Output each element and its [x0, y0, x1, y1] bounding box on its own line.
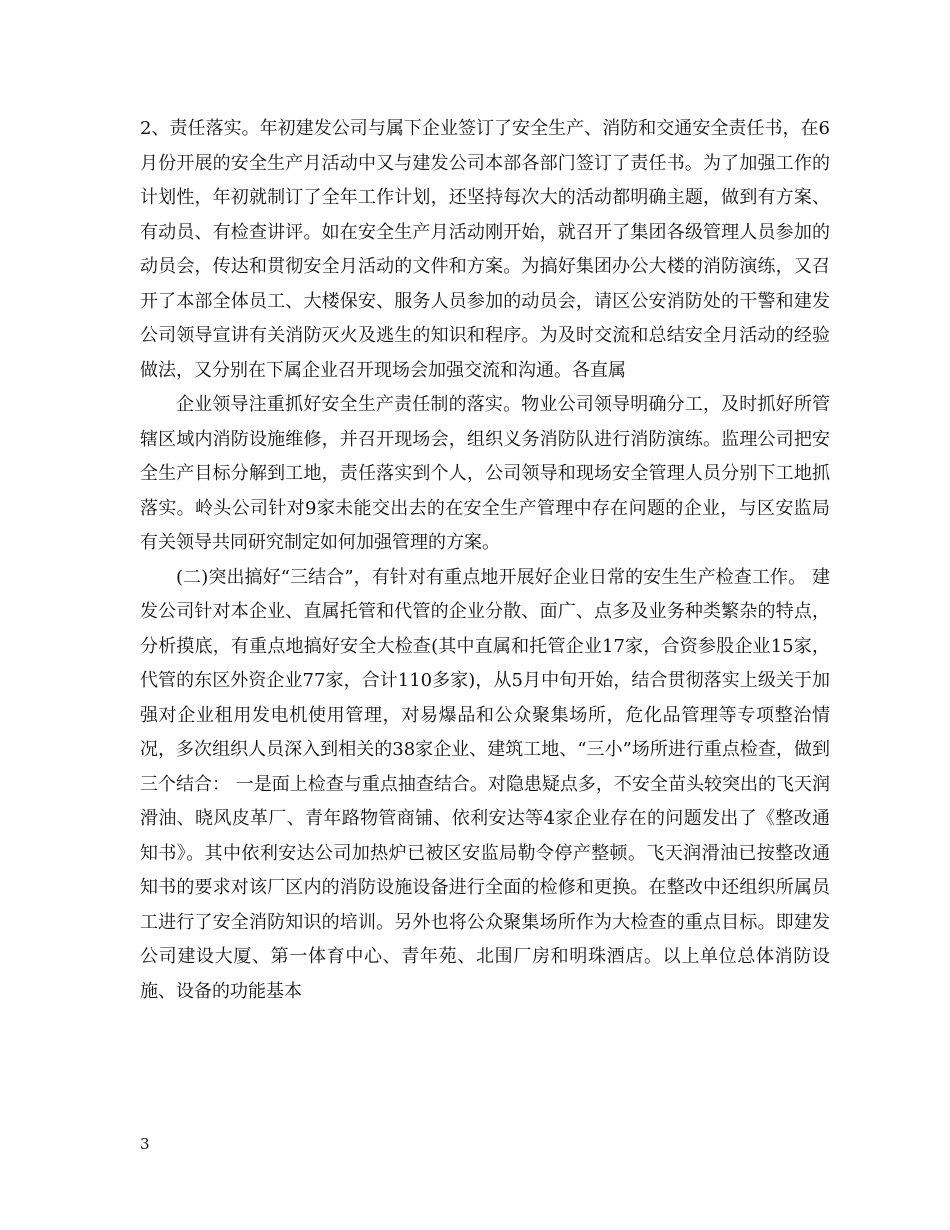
paragraph-three-combinations: (二)突出搞好“三结合”，有针对有重点地开展好企业日常的安生生产检查工作。 建发公司针对本企业、直属托管和代管的企业分散、面广、点多及业务种类繁杂的特点，分析摸底，有重点地搞好安全大检查(其中直属和托管企业17家，合资参股企业15家，代管的东区外资企业77家，合计110多家)，从5月中旬开始，结合贯彻落实上级关于加强对企业租用发电机使用管理，对易爆品和公众聚集场所，危化品管理等专项整治情况，多次组织人员深入到相关的38家企业、建筑工地、“三小”场所进行重点检查，做到三个结合： 一是面上检查与重点抽查结合。对隐患疑点多，不安全苗头较突出的飞天润滑油、晓风皮革厂、青年路物管商铺、依利安达等4家企业存在的问题发出了《整改通知书》。其中依利安达公司加热炉已被区安监局勒令停产整顿。飞天润滑油已按整改通知书的要求对该厂区内的消防设施设备进行全面的检修和更换。在整改中还组织所属员工进行了安全消防知识的培训。另外也将公众聚集场所作为大检查的重点目标。即建发公司建设大厦、第一体育中心、青年苑、北围厂房和明珠酒店。以上单位总体消防设施、设备的功能基本: [140, 566, 830, 1002]
page-number: 3: [140, 1135, 150, 1153]
paragraph-responsibility: 2、责任落实。年初建发公司与属下企业签订了安全生产、消防和交通安全责任书，在6月份开展的安全生产月活动中又与建发公司本部各部门签订了责任书。为了加强工作的计划性，年初就制订了全年工作计划，还坚持每次大的活动都明确主题，做到有方案、有动员、有检查讲评。如在安全生产月活动刚开始，就召开了集团各级管理人员参加的动员会，传达和贯彻安全月活动的文件和方案。为搞好集团办公大楼的消防演练，又召开了本部全体员工、大楼保安、服务人员参加的动员会，请区公安消防处的干警和建发公司领导宣讲有关消防灭火及逃生的知识和程序。为及时交流和总结安全月活动的经验做法，又分别在下属企业召开现场会加强交流和沟通。各直属: [140, 118, 830, 381]
document-body: [140, 112, 830, 1009]
paragraph-enterprise-leaders: 企业领导注重抓好安全生产责任制的落实。物业公司领导明确分工，及时抓好所管辖区域内消防设施维修，并召开现场会，组织义务消防队进行消防演练。监理公司把安全生产目标分解到工地，责任落实到个人，公司领导和现场安全管理人员分别下工地抓落实。岭头公司针对9家未能交出去的在安全生产管理中存在问题的企业，与区安监局有关领导共同研究制定如何加强管理的方案。: [140, 394, 830, 553]
